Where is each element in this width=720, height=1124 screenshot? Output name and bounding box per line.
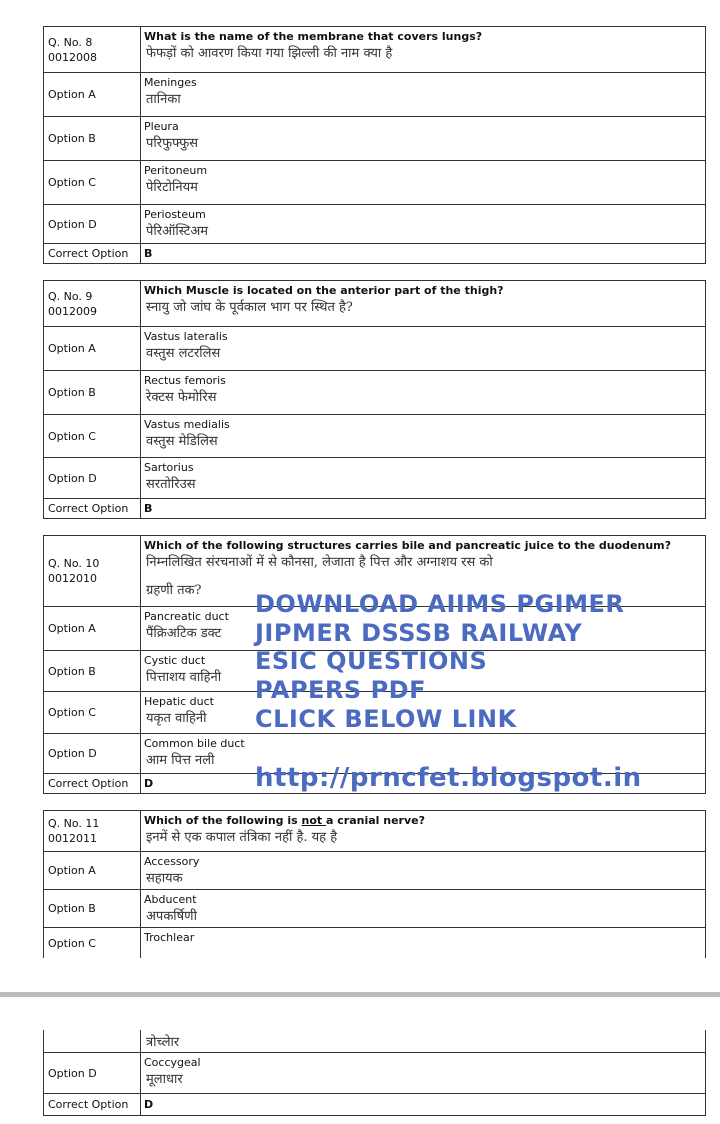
option-hindi: पेरिऑस्टिअम (146, 224, 209, 239)
watermark-line: PAPERS PDF (255, 676, 426, 704)
question-english-post: a cranial nerve? (326, 814, 425, 827)
correct-option-row (44, 1093, 705, 1115)
correct-option-value: D (144, 776, 154, 790)
option-hindi: आम पित्त नली (146, 753, 215, 768)
option-row (44, 326, 705, 370)
option-row (44, 1030, 705, 1052)
question-hindi: इनमें से एक कपाल तंत्रिका नहीं है. यह है (146, 830, 338, 845)
option-row (44, 204, 705, 243)
question-english: What is the name of the membrane that covers lungs? (144, 30, 483, 43)
watermark-link[interactable]: http://prncfet.blogspot.in (255, 763, 642, 793)
option-label (44, 1030, 141, 1052)
question-header-row (44, 281, 705, 326)
option-english: Meninges (144, 76, 197, 89)
option-english: Pancreatic duct (144, 610, 229, 623)
option-text (141, 117, 705, 160)
option-hindi: तानिका (146, 92, 181, 107)
option-text (141, 458, 705, 498)
option-label: Option B (44, 651, 141, 691)
option-text (141, 161, 705, 204)
correct-option-label: Correct Option (44, 774, 141, 793)
question-header-row (44, 27, 705, 72)
question-hindi: फेफड़ों को आवरण किया गया झिल्ली की नाम क्या है (146, 46, 393, 61)
option-label: Option B (44, 117, 141, 160)
option-hindi: वस्तुस मेडिलिस (146, 434, 218, 449)
correct-option-label: Correct Option (44, 499, 141, 518)
correct-option-label: Correct Option (44, 244, 141, 263)
question-table (43, 26, 706, 264)
option-row (44, 1052, 705, 1093)
watermark-line: CLICK BELOW LINK (255, 705, 517, 733)
question-table (43, 280, 706, 519)
option-label: Option A (44, 327, 141, 370)
option-english: Sartorius (144, 461, 194, 474)
question-header-row (44, 811, 705, 851)
option-english: Vastus medialis (144, 418, 230, 431)
option-english: Vastus lateralis (144, 330, 228, 343)
question-hindi: निम्नलिखित संरचनाओं में से कौनसा, लेजाता है पित्त और अग्नाशय रस को (146, 555, 493, 570)
option-hindi: वस्तुस लटरलिस (146, 346, 221, 361)
option-row (44, 851, 705, 889)
option-english: Trochlear (144, 931, 195, 944)
option-english: Pleura (144, 120, 179, 133)
option-label: Option C (44, 161, 141, 204)
option-text (141, 1053, 705, 1093)
option-hindi: मूलाधार (146, 1072, 183, 1087)
option-label: Option A (44, 607, 141, 650)
correct-option-row (44, 243, 705, 263)
correct-option-row (44, 498, 705, 518)
option-hindi: पेरिटोनियम (146, 180, 198, 195)
question-table (43, 810, 706, 958)
option-label: Option C (44, 692, 141, 733)
option-row (44, 414, 705, 457)
option-hindi: त्रोच्लेार (146, 1035, 180, 1050)
question-english (144, 814, 702, 828)
option-label: Option B (44, 890, 141, 927)
correct-option-label: Correct Option (44, 1094, 141, 1115)
question-text (141, 27, 705, 72)
question-english: Which Muscle is located on the anterior part of the thigh? (144, 284, 504, 297)
option-label: Option A (44, 852, 141, 889)
option-english: Accessory (144, 855, 200, 868)
option-english: Abducent (144, 893, 197, 906)
watermark-line: DOWNLOAD AIIMS PGIMER (255, 590, 625, 618)
option-text (141, 327, 705, 370)
option-text (141, 371, 705, 414)
option-hindi: पैंक्रिअटिक डक्ट (146, 626, 222, 641)
option-text (141, 73, 705, 116)
option-text (141, 852, 705, 889)
option-text (141, 205, 705, 243)
option-english: Coccygeal (144, 1056, 201, 1069)
question-english: Which of the following structures carries bile and pancreatic juice to the duodenum? (144, 539, 672, 552)
question-number: Q. No. 11 0012011 (44, 811, 141, 851)
correct-option-value: B (144, 246, 153, 260)
option-text (141, 1030, 705, 1052)
question-english-pre: Which of the following is (144, 814, 302, 827)
option-row (44, 160, 705, 204)
option-row (44, 927, 705, 958)
question-text (141, 281, 705, 326)
option-label: Option D (44, 205, 141, 243)
correct-option-value: B (144, 501, 153, 515)
correct-option-value: D (144, 1097, 154, 1111)
option-hindi: सहायक (146, 871, 183, 886)
option-english: Cystic duct (144, 654, 206, 667)
option-english: Periosteum (144, 208, 206, 221)
option-english: Hepatic duct (144, 695, 214, 708)
option-row (44, 889, 705, 927)
question-number: Q. No. 10 0012010 (44, 536, 141, 606)
option-hindi: पित्ताशय वाहिनी (146, 670, 222, 685)
question-english-emphasis: not (301, 814, 327, 827)
option-label: Option A (44, 73, 141, 116)
question-hindi: स्नायु जो जांघ के पूर्वकाल भाग पर स्थित है? (146, 300, 353, 315)
page-separator (0, 992, 720, 997)
option-label: Option B (44, 371, 141, 414)
option-row (44, 116, 705, 160)
option-english: Common bile duct (144, 737, 245, 750)
option-text (141, 415, 705, 457)
option-label: Option D (44, 1053, 141, 1093)
option-row (44, 370, 705, 414)
option-row (44, 72, 705, 116)
option-label: Option D (44, 734, 141, 773)
option-hindi: यकृत वाहिनी (146, 711, 207, 726)
option-label: Option C (44, 415, 141, 457)
option-label: Option D (44, 458, 141, 498)
option-hindi: अपकर्षिणी (146, 909, 197, 924)
question-table-continued (43, 1030, 706, 1116)
option-english: Rectus femoris (144, 374, 226, 387)
option-row (44, 457, 705, 498)
question-text (141, 811, 705, 851)
watermark-line: JIPMER DSSSB RAILWAY (255, 619, 583, 647)
option-label: Option C (44, 928, 141, 958)
option-text (141, 928, 705, 958)
watermark-line: ESIC QUESTIONS (255, 647, 488, 675)
option-text (141, 890, 705, 927)
option-hindi: सरतोरिउस (146, 477, 196, 492)
option-hindi: रेक्टस फेमोरिस (146, 390, 217, 405)
question-number: Q. No. 9 0012009 (44, 281, 141, 326)
option-english: Peritoneum (144, 164, 208, 177)
question-hindi-cont: ग्रहणी तक? (146, 583, 202, 598)
option-hindi: परिफुफ्फुस (146, 136, 199, 151)
question-number: Q. No. 8 0012008 (44, 27, 141, 72)
